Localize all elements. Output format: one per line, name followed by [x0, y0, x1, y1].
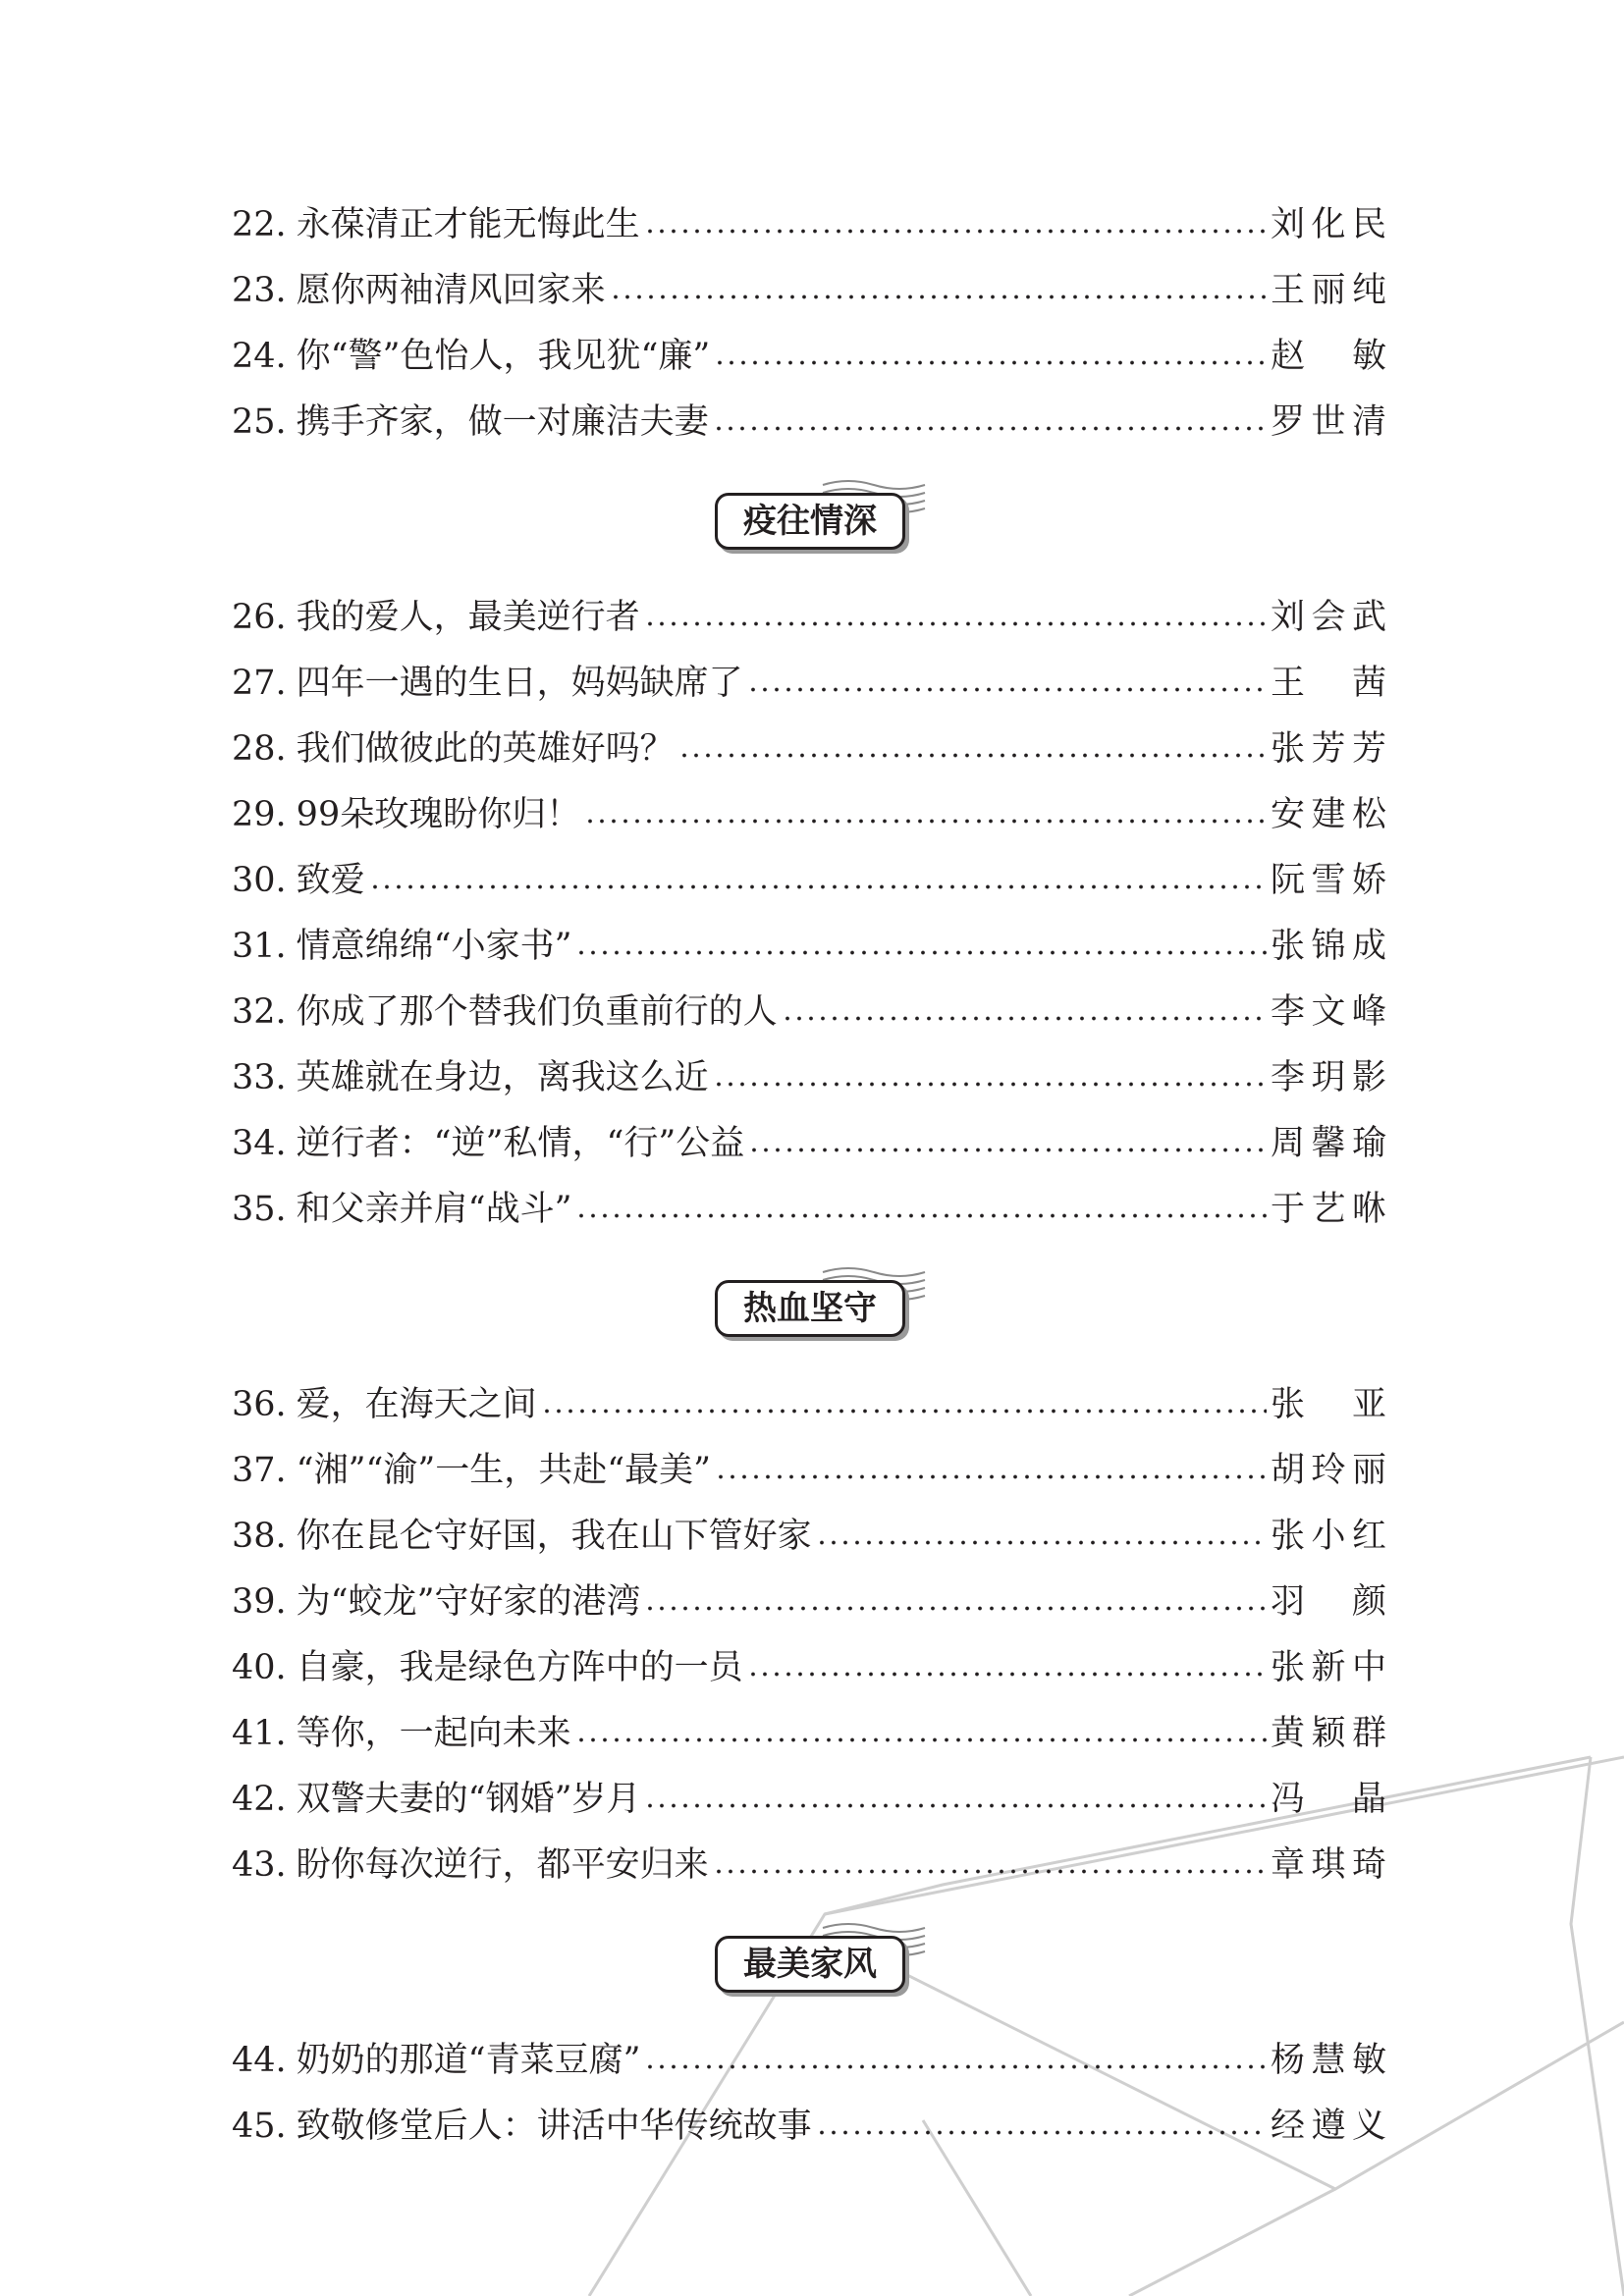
toc-entry[interactable] [232, 1767, 1386, 1833]
toc-entry[interactable] [232, 914, 1386, 980]
dot-leader [747, 1672, 1267, 1677]
entry-title: 逆行者：“逆”私情，“行”公益 [296, 1124, 745, 1163]
dot-leader [644, 2064, 1267, 2069]
entry-title: 携手齐家，做一对廉洁夫妻 [296, 402, 709, 442]
entry-author: 王丽纯 [1271, 271, 1386, 310]
toc-entry[interactable] [232, 1177, 1386, 1243]
entry-author: 罗世清 [1271, 402, 1386, 442]
toc-entry[interactable] [232, 1504, 1386, 1570]
dot-leader [584, 819, 1267, 824]
entry-author: 经遵义 [1271, 2107, 1386, 2146]
toc-entry[interactable] [232, 390, 1386, 455]
entry-author: 李文峰 [1271, 992, 1386, 1032]
entry-title: 99朵玫瑰盼你归！ [296, 795, 581, 834]
entry-title: 情意绵绵“小家书” [296, 927, 572, 966]
toc-entry[interactable] [232, 192, 1386, 258]
entry-title: 你成了那个替我们负重前行的人 [296, 992, 778, 1032]
entry-title: 致爱 [296, 861, 365, 900]
entry-author: 李玥影 [1271, 1058, 1386, 1097]
toc-entry[interactable] [232, 585, 1386, 651]
dot-leader [610, 294, 1267, 299]
entry-author: 张小红 [1271, 1517, 1386, 1556]
entry-author: 黄颖群 [1271, 1714, 1386, 1753]
toc-entry[interactable] [232, 258, 1386, 324]
toc-entry[interactable] [232, 1833, 1386, 1898]
entry-number: 43. [232, 1845, 287, 1885]
entry-author: 于艺咻 [1271, 1190, 1386, 1229]
toc-entry[interactable] [232, 1438, 1386, 1504]
dot-leader [644, 1803, 1267, 1808]
entry-number: 31. [232, 927, 287, 966]
toc-entry[interactable] [232, 651, 1386, 717]
entry-number: 25. [232, 402, 287, 442]
entry-title: 双警夫妻的“钢婚”岁月 [296, 1780, 641, 1819]
entry-number: 32. [232, 992, 287, 1032]
entry-number: 36. [232, 1385, 287, 1424]
dot-leader [713, 426, 1267, 431]
entry-title: 你在昆仑守好国，我在山下管好家 [296, 1517, 812, 1556]
entry-title: 为“蛟龙”守好家的港湾 [296, 1582, 641, 1622]
entry-author: 胡玲丽 [1271, 1451, 1386, 1490]
toc-entry[interactable] [232, 324, 1386, 390]
dot-leader [644, 1606, 1267, 1611]
entry-number: 23. [232, 271, 287, 310]
dot-leader [713, 1082, 1267, 1087]
entry-number: 26. [232, 598, 287, 637]
dot-leader [541, 1409, 1267, 1414]
entry-author: 杨慧敏 [1271, 2041, 1386, 2080]
entry-author: 阮雪娇 [1271, 861, 1386, 900]
entry-number: 27. [232, 664, 287, 703]
entry-author: 张新中 [1271, 1648, 1386, 1687]
entry-author: 张芳芳 [1271, 729, 1386, 769]
dot-leader [747, 687, 1267, 692]
dot-leader [816, 2130, 1267, 2135]
entry-number: 24. [232, 337, 287, 376]
toc-entry[interactable] [232, 2028, 1386, 2094]
entry-title: 永葆清正才能无悔此生 [296, 205, 640, 244]
entry-title: 奶奶的那道“青菜豆腐” [296, 2041, 641, 2080]
entry-number: 45. [232, 2107, 287, 2146]
toc-entry[interactable] [232, 848, 1386, 914]
toc-entry[interactable] [232, 717, 1386, 782]
section-heading [232, 1243, 1386, 1372]
dot-leader [575, 1213, 1267, 1218]
entry-title: 致敬修堂后人：讲活中华传统故事 [296, 2107, 812, 2146]
toc-entry[interactable] [232, 1570, 1386, 1635]
entry-number: 42. [232, 1780, 287, 1819]
dot-leader [575, 1737, 1267, 1742]
entry-title: 我们做彼此的英雄好吗？ [296, 729, 675, 769]
entry-author: 张锦成 [1271, 927, 1386, 966]
table-of-contents [232, 192, 1386, 2160]
dot-leader [715, 1474, 1267, 1479]
entry-number: 35. [232, 1190, 287, 1229]
dot-leader [713, 1869, 1267, 1874]
entry-number: 37. [232, 1451, 287, 1490]
entry-author: 刘化民 [1271, 205, 1386, 244]
toc-entry[interactable] [232, 1701, 1386, 1767]
entry-number: 34. [232, 1124, 287, 1163]
dot-leader [714, 360, 1267, 365]
entry-number: 28. [232, 729, 287, 769]
entry-number: 38. [232, 1517, 287, 1556]
entry-author: 冯 晶 [1271, 1780, 1386, 1819]
entry-title: 你“警”色怡人，我见犹“廉” [296, 337, 711, 376]
entry-number: 41. [232, 1714, 287, 1753]
toc-entry[interactable] [232, 2094, 1386, 2160]
entry-author: 王 茜 [1271, 664, 1386, 703]
entry-title: 四年一遇的生日，妈妈缺席了 [296, 664, 743, 703]
entry-number: 29. [232, 795, 287, 834]
toc-entry[interactable] [232, 1372, 1386, 1438]
section-heading [232, 1898, 1386, 2028]
dot-leader [369, 884, 1267, 889]
entry-title: 我的爱人，最美逆行者 [296, 598, 640, 637]
entry-number: 30. [232, 861, 287, 900]
entry-title: 英雄就在身边，离我这么近 [296, 1058, 709, 1097]
entry-author: 刘会武 [1271, 598, 1386, 637]
dot-leader [782, 1016, 1267, 1021]
entry-number: 40. [232, 1648, 287, 1687]
entry-number: 39. [232, 1582, 287, 1622]
toc-entry[interactable] [232, 782, 1386, 848]
dot-leader [644, 621, 1267, 626]
entry-author: 张 亚 [1271, 1385, 1386, 1424]
entry-author: 安建松 [1271, 795, 1386, 834]
entry-author: 赵 敏 [1271, 337, 1386, 376]
toc-entry[interactable] [232, 980, 1386, 1045]
toc-entry[interactable] [232, 1111, 1386, 1177]
section-title: 疫往情深 [715, 493, 905, 550]
section-title: 热血坚守 [715, 1280, 905, 1337]
entry-title: 等你，一起向未来 [296, 1714, 571, 1753]
dot-leader [644, 229, 1267, 234]
entry-title: 愿你两袖清风回家来 [296, 271, 606, 310]
entry-author: 羽 颜 [1271, 1582, 1386, 1622]
entry-number: 44. [232, 2041, 287, 2080]
entry-title: 盼你每次逆行，都平安归来 [296, 1845, 709, 1885]
entry-title: 爱，在海天之间 [296, 1385, 537, 1424]
dot-leader [748, 1148, 1267, 1152]
dot-leader [816, 1540, 1267, 1545]
toc-entry[interactable] [232, 1635, 1386, 1701]
toc-entry[interactable] [232, 1045, 1386, 1111]
section-heading [232, 455, 1386, 585]
entry-number: 22. [232, 205, 287, 244]
entry-author: 周馨瑜 [1271, 1124, 1386, 1163]
entry-author: 章琪琦 [1271, 1845, 1386, 1885]
entry-title: 自豪，我是绿色方阵中的一员 [296, 1648, 743, 1687]
entry-number: 33. [232, 1058, 287, 1097]
dot-leader [678, 753, 1267, 758]
entry-title: 和父亲并肩“战斗” [296, 1190, 572, 1229]
section-title: 最美家风 [715, 1936, 905, 1993]
entry-title: “湘”“渝”一生，共赴“最美” [296, 1451, 712, 1490]
dot-leader [575, 950, 1267, 955]
